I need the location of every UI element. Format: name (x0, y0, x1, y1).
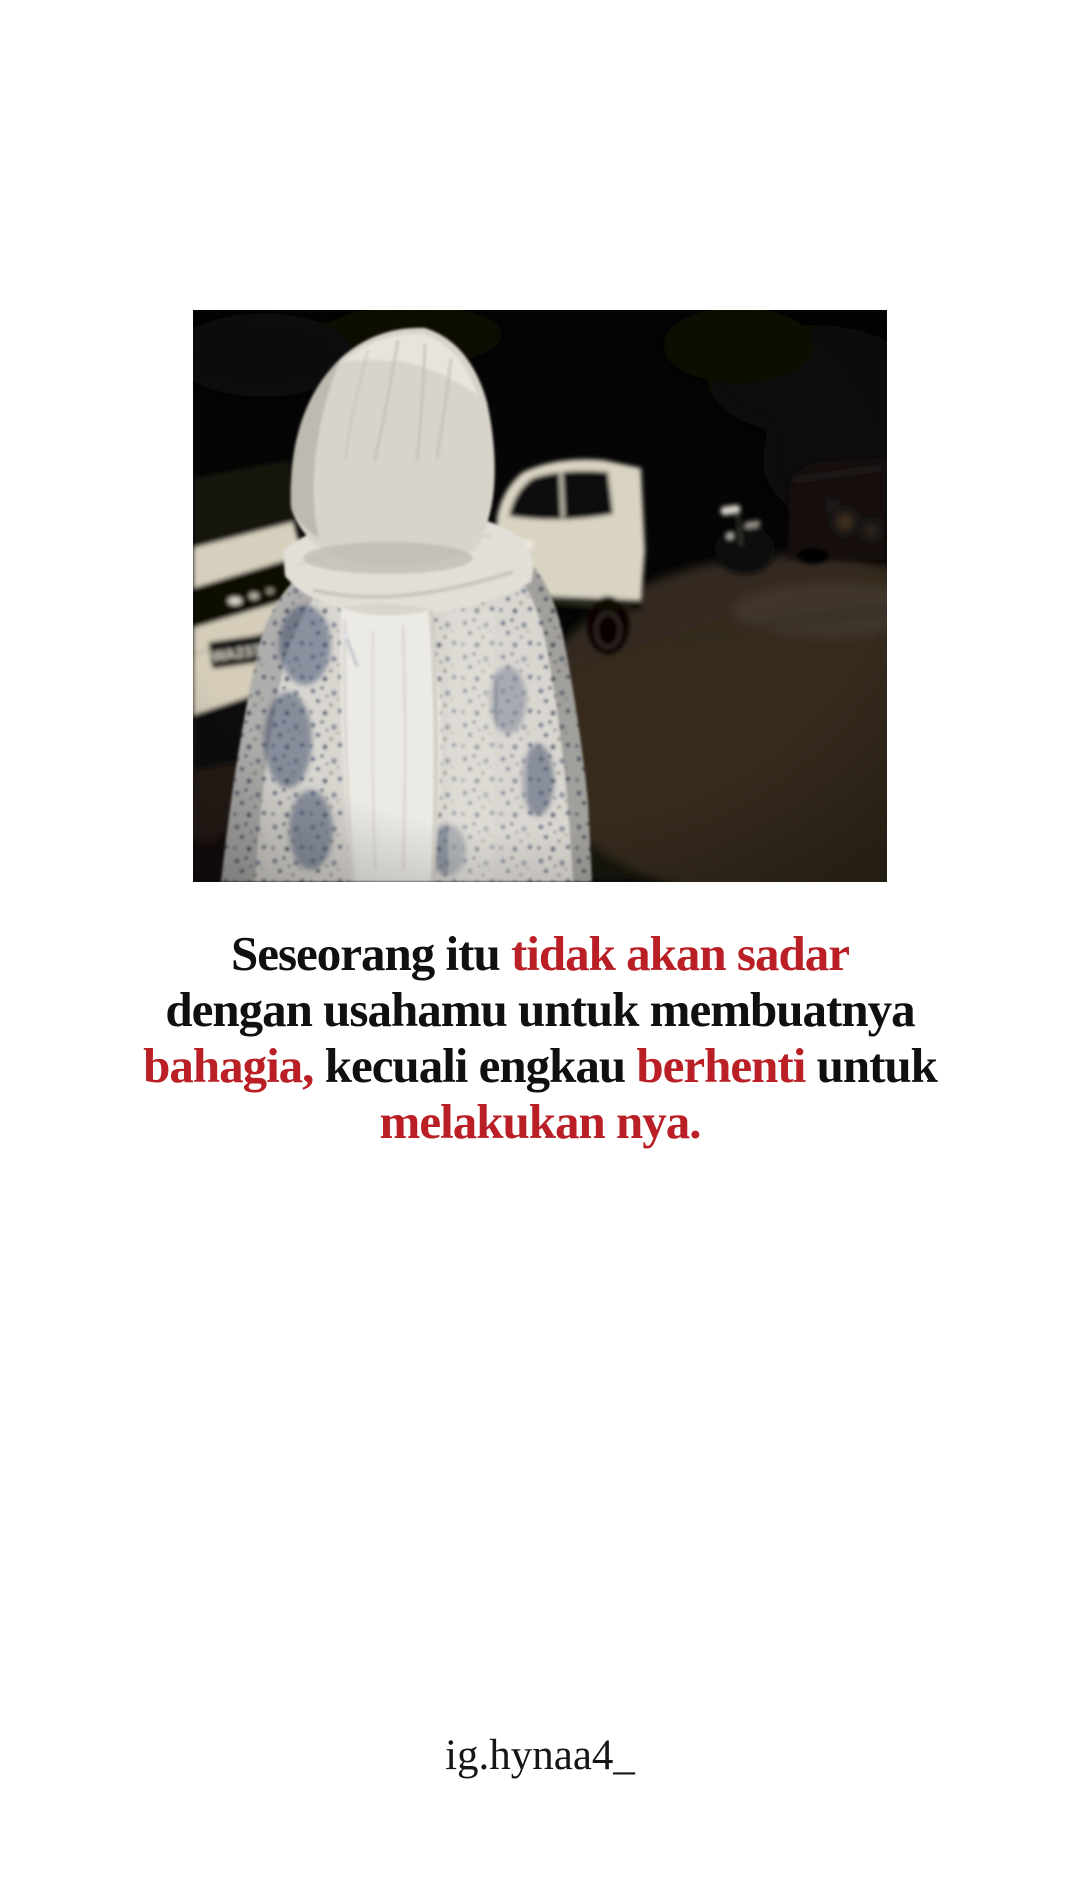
quote-line-2 (0, 982, 1080, 1038)
quote-line-1 (0, 926, 1080, 982)
watermark-caption: ig.hynaa4_ (445, 1732, 635, 1779)
quote-line-3 (0, 1038, 1080, 1094)
quote-segment: kecuali engkau (313, 1038, 637, 1093)
quote-segment: dengan usahamu untuk membuatnya (165, 982, 915, 1037)
quote-segment-highlight: melakukan nya. (379, 1094, 701, 1149)
quote-segment-highlight: berhenti (636, 1038, 806, 1093)
quote-line-4 (0, 1094, 1080, 1150)
vignette (193, 310, 887, 882)
photo (193, 310, 887, 882)
quote-segment-highlight: tidak akan sadar (510, 926, 849, 981)
quote-segment: Seseorang itu (230, 926, 511, 981)
night-street-photo (193, 310, 887, 882)
quote-segment-highlight: bahagia, (143, 1038, 314, 1093)
quote-text-block (0, 926, 1080, 1150)
quote-segment: untuk (805, 1038, 937, 1093)
